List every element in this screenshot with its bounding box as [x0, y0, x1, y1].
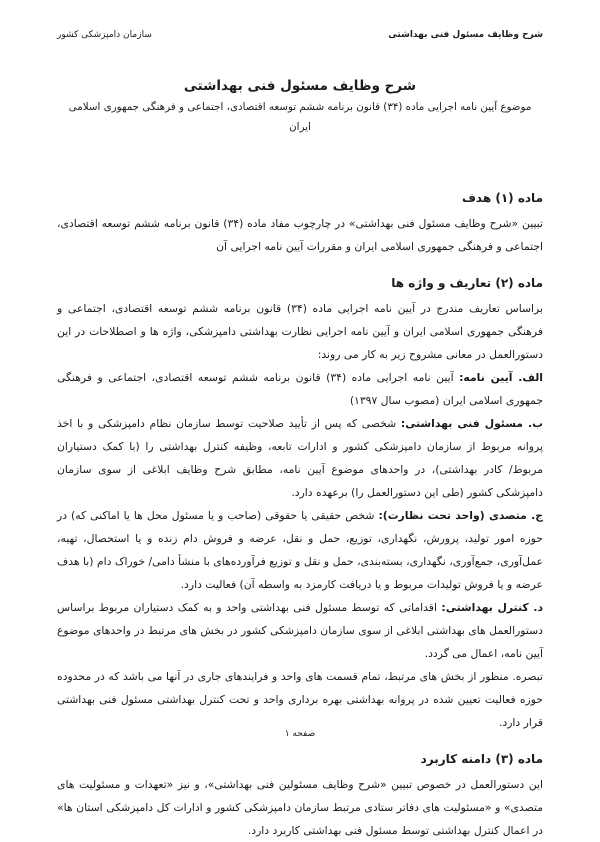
section-heading: ماده (۲) تعاریف و واژه ها: [391, 276, 543, 290]
page-number-footer: صفحه ۱: [284, 729, 316, 739]
paragraph-definition-d: [57, 596, 543, 665]
paragraph-text: این دستورالعمل در خصوص تبیین «شرح وظایف مسئولین فنی بهداشتی»، و نیز «تعهدات و مسئولیت های متصدی» و «مسئولیت های دفاتر ستادی مرتبط سازمان دامپزشکی کشور و ادارات کل دامپزشکی استان ها» در اعمال کنترل بهداشتی توسط مسئول فنی بهداشتی کاربرد دارد.: [57, 778, 543, 837]
document-subtitle: موضوع آیین نامه اجرایی ماده (۳۴) قانون برنامه ششم توسعه اقتصادی، اجتماعی و فرهنگی جمهوری اسلامی ایران: [68, 101, 532, 133]
term-lead: د. کنترل بهداشتی:: [441, 601, 544, 614]
paragraph-definition-c: [57, 504, 543, 596]
paragraph-text: آیین نامه اجرایی ماده (۳۴) قانون برنامه ششم توسعه اقتصادی، اجتماعی و فرهنگی جمهوری اسلامی ایران (مصوب سال ۱۳۹۷): [57, 371, 543, 407]
paragraph-text: شخصی که پس از تأیید صلاحیت توسط سازمان نظام دامپزشکی و با اخذ پروانه مربوط از سازمان دامپزشکی کشور و ادارات تابعه، وظیفه کنترل بهداشتی را (با کمک دستیاران مربوط/ کادر بهداشتی)، در واحدهای موضوع آیین نامه، مطابق شرح وظایف ابلاغی از سوی سازمان دامپزشکی کشور (طی این دستورالعمل را) برعهده دارد.: [57, 417, 543, 499]
section-heading: ماده (۳) دامنه کاربرد: [420, 752, 543, 766]
paragraph-text: اقداماتی که توسط مسئول فنی بهداشتی واحد و به کمک دستیاران مربوط براساس دستورالعمل های بهداشتی ابلاغی از سوی سازمان دامپزشکی کشور در بخش های مرتبط در واحدهای موضوع آیین نامه، اعمال می گردد.: [56, 601, 543, 660]
paragraph-text: براساس تعاریف مندرج در آیین نامه اجرایی ماده (۳۴) قانون برنامه ششم توسعه اقتصادی، اجتماعی و فرهنگی جمهوری اسلامی ایران و آیین نامه اجرایی نظارت بهداشتی دامپزشکی، واژه ها و اصطلاحات در این دستورالعمل در معانی مشروح زیر به کار می روند:: [57, 302, 544, 361]
section-article-3: [57, 750, 543, 842]
paragraph: [57, 773, 543, 842]
paragraph-text: تبیین «شرح وظایف مسئول فنی بهداشتی» در چارچوب مفاد ماده (۳۴) قانون برنامه ششم توسعه اقتصادی، اجتماعی و فرهنگی جمهوری اسلامی ایران و مقررات آیین نامه اجرایی آن: [57, 217, 543, 253]
paragraph: [57, 297, 543, 366]
paragraph-definition-b: [57, 412, 543, 504]
document-title: شرح وظایف مسئول فنی بهداشتی: [183, 78, 417, 94]
running-header-org-name: سازمان دامپزشکی کشور: [57, 30, 152, 40]
term-lead: ب. مسئول فنی بهداشتی:: [400, 417, 543, 430]
section-article-2: [57, 274, 543, 734]
section-heading: ماده (۱) هدف: [461, 191, 543, 205]
paragraph: [57, 212, 543, 258]
paragraph-text: شخص حقیقی یا حقوقی (صاحب و یا مسئول محل ها یا اماکنی که) در حوزه امور تولید، پرورش، نگهداری، توزیع، حمل و نقل، عرضه و فروش دام زنده و یا استحصال، تهیه، عمل‌آوری، جمع‌آوری، نگهداری، بسته‌بندی، حمل و نقل و توزیع فرآورده‌های با منشأ دامی/ خوراک دام (با هدف عرضه و یا فروش تولیدات مربوط و یا دریافت کارمزد به واسطه آن) فعالیت دارد.: [57, 509, 543, 591]
running-header: [57, 28, 543, 42]
term-lead: الف. آیین نامه:: [459, 371, 543, 384]
section-article-1: [57, 189, 543, 258]
running-header-title: شرح وظایف مسئول فنی بهداشتی: [388, 30, 543, 40]
paragraph-text: تبصره. منظور از بخش های مرتبط، تمام قسمت های واحد و فرایندهای جاری در آنها می باشد که در محدوده حوزه فعالیت تعیین شده در پروانه بهداشتی بهره برداری واحد و تحت کنترل بهداشتی مسئول فنی بهداشتی قرار دارد.: [57, 670, 543, 729]
term-lead: ج. متصدی (واحد تحت نظارت):: [378, 509, 543, 522]
paragraph-note: [57, 665, 543, 734]
paragraph-definition-a: [57, 366, 543, 412]
